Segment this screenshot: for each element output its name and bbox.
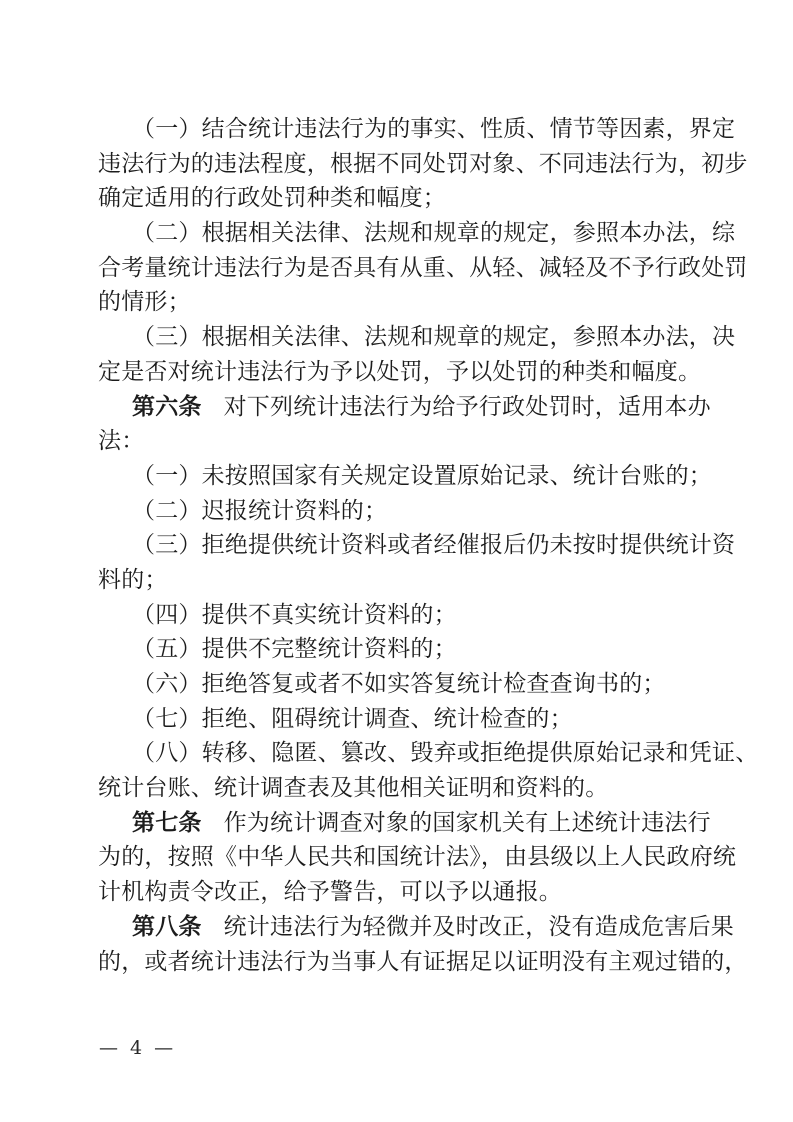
line-text: （五）提供不完整统计资料的； — [132, 636, 457, 663]
text-line — [98, 528, 746, 563]
line-text: （二）迟报统计资料的； — [132, 497, 388, 524]
line-text: 的，或者统计违法行为当事人有证据足以证明没有主观过错的， — [98, 948, 748, 975]
text-line — [98, 285, 746, 320]
text-line — [98, 771, 746, 806]
text-line — [98, 702, 746, 737]
text-line — [98, 424, 746, 459]
text-line — [98, 147, 746, 182]
article-number: 第六条 — [132, 392, 202, 420]
text-line — [98, 945, 746, 980]
line-text: （八）转移、隐匿、篡改、毁弃或拒绝提供原始记录和凭证、 — [132, 740, 759, 767]
text-line — [98, 216, 746, 251]
line-text: 确定适用的行政处罚种类和幅度； — [98, 185, 446, 212]
line-text: 的情形； — [98, 289, 191, 316]
article-number: 第七条 — [132, 808, 202, 836]
line-text: 统计违法行为轻微并及时改正，没有造成危害后果 — [223, 913, 735, 940]
text-line — [98, 320, 746, 355]
line-text: 定是否对统计违法行为予以处罚，予以处罚的种类和幅度。 — [98, 358, 702, 385]
line-text: （七）拒绝、阻碍统计调查、统计检查的； — [132, 705, 573, 732]
article-number: 第八条 — [132, 912, 202, 940]
line-text: 料的； — [98, 566, 168, 593]
line-text: 统计台账、统计调查表及其他相关证明和资料的。 — [98, 775, 609, 802]
text-line — [98, 112, 746, 147]
text-line — [98, 181, 746, 216]
text-line — [98, 390, 746, 425]
text-line — [98, 875, 746, 910]
text-line — [98, 632, 746, 667]
document-body-text — [98, 112, 759, 979]
line-text: 为的，按照《中华人民共和国统计法》，由县级以上人民政府统 — [98, 844, 737, 871]
line-text: （四）提供不真实统计资料的； — [132, 601, 457, 628]
line-text: 对下列统计违法行为给予行政处罚时，适用本办 — [223, 393, 711, 420]
line-text: 违法行为的违法程度，根据不同处罚对象、不同违法行为，初步 — [98, 150, 748, 177]
line-text: 计机构责令改正，给予警告，可以予以通报。 — [98, 879, 562, 906]
line-text: （三）根据相关法律、法规和规章的规定，参照本办法，决 — [132, 324, 736, 351]
line-text: （六）拒绝答复或者不如实答复统计检查查询书的； — [132, 671, 666, 697]
line-text: 合考量统计违法行为是否具有从重、从轻、减轻及不予行政处罚 — [98, 254, 748, 281]
text-line — [98, 910, 746, 945]
line-text: （一）结合统计违法行为的事实、性质、情节等因素，界定 — [132, 116, 736, 142]
line-text: （一）未按照国家有关规定设置原始记录、统计台账的； — [132, 462, 712, 489]
text-line — [98, 494, 746, 529]
text-line — [98, 736, 759, 771]
text-line — [98, 459, 746, 494]
text-line — [98, 251, 746, 286]
text-line — [98, 840, 746, 875]
text-line — [98, 667, 746, 702]
line-text: （二）根据相关法律、法规和规章的规定，参照本办法，综 — [132, 220, 736, 247]
line-text: （三）拒绝提供统计资料或者经催报后仍未按时提供统计资 — [132, 532, 736, 559]
text-line — [98, 598, 746, 633]
line-text: 作为统计调查对象的国家机关有上述统计违法行 — [223, 809, 711, 836]
text-line — [98, 806, 746, 841]
text-line — [98, 563, 746, 598]
text-line — [98, 355, 746, 390]
page-number: — 4 — — [99, 1037, 177, 1059]
line-text: 法： — [98, 428, 145, 455]
